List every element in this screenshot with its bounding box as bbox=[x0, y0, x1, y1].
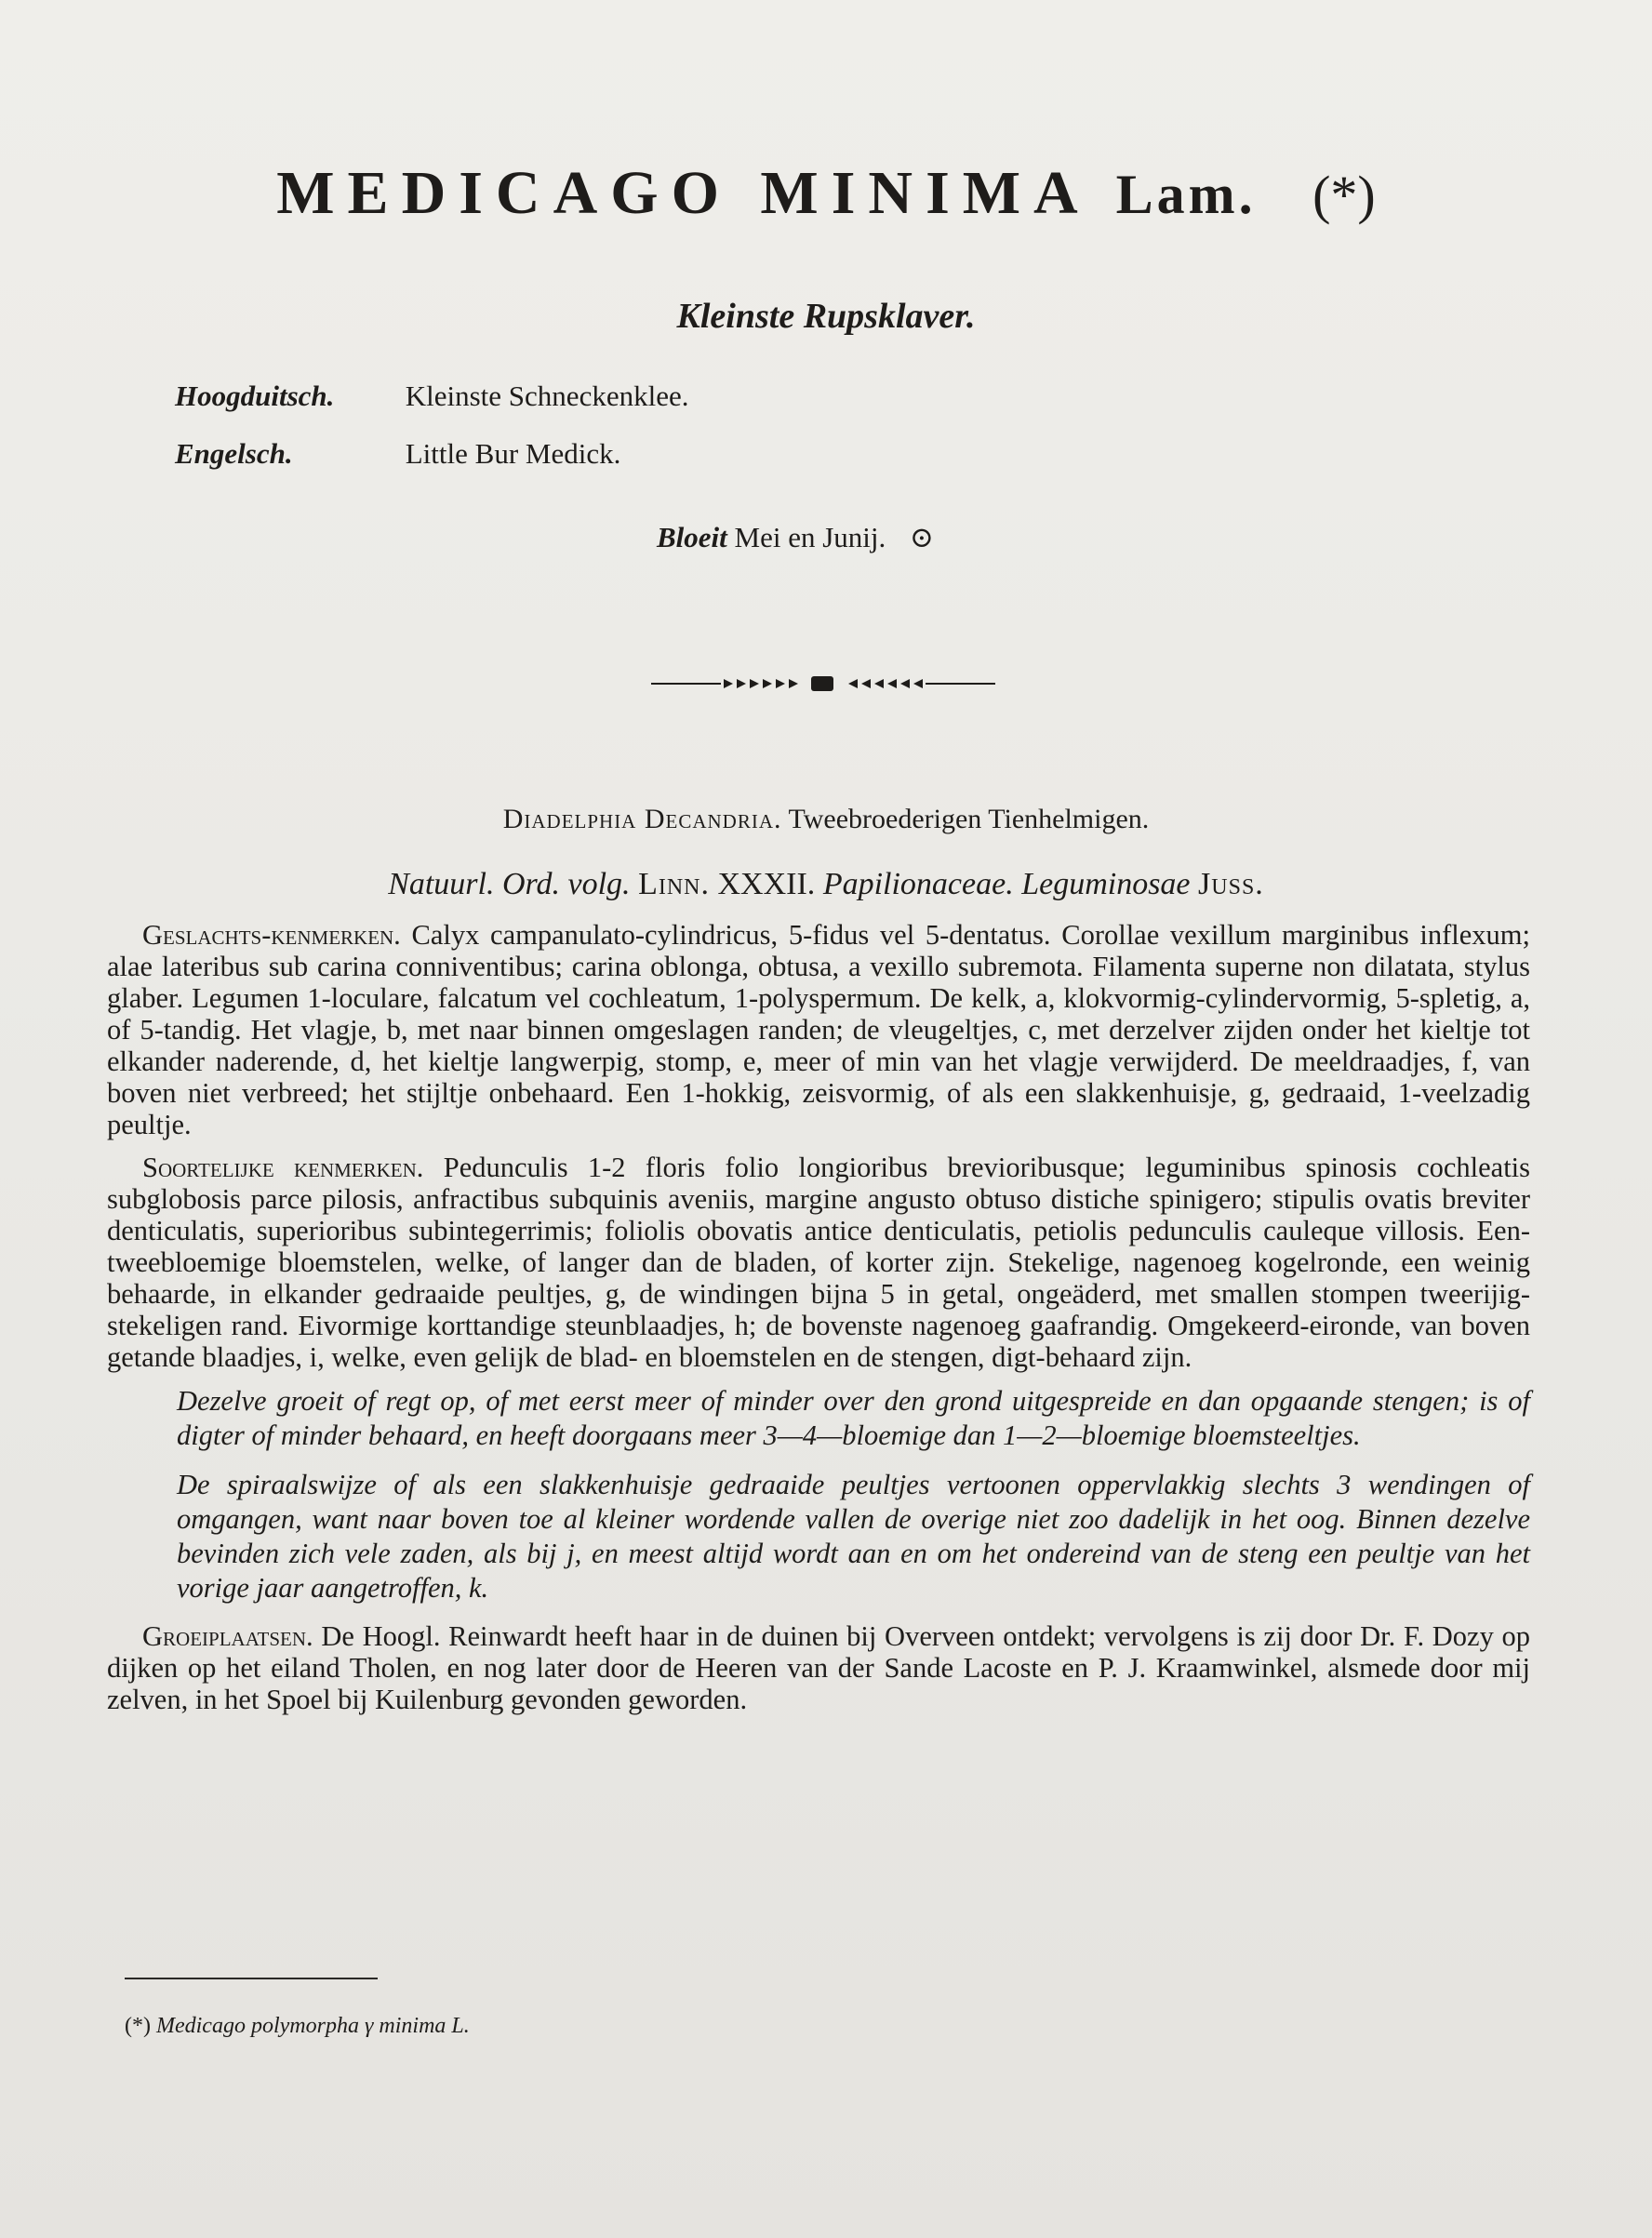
generic-characters bbox=[107, 919, 1530, 1140]
flowering-time bbox=[657, 521, 934, 554]
footnote-rule bbox=[125, 1978, 378, 1979]
flowering-months: Mei en Junij. bbox=[734, 521, 886, 553]
dutch-name: Kleinste Rupsklaver. bbox=[676, 297, 976, 336]
ornament-divider-icon bbox=[651, 670, 995, 698]
vernacular-name-row bbox=[175, 380, 688, 437]
annual-symbol-icon: ⊙ bbox=[910, 521, 935, 553]
description-body bbox=[107, 919, 1530, 1726]
section-text: Pedunculis 1-2 floris folio longioribus brevioribusque; leguminibus spinosis cochleatis subglobosis parce pilosis, anfractibus subquinis aveniis, margine angusto obtuso distiche spinigero; stipulis ovatis breviter denticulatis, superioribus subintegerrimis; foliolis obovatis antice denticulatis, petiolis pedunculis cauleque villosis. Een-tweebloemige bloemstelen, welke, of langer dan de bladen, of korter zijn. Stekelige, nagenoeg kogelronde, een weinig behaarde, in elkander gedraaide peultjes, g, de windingen bijna 5 in getal, ongeäderd, met smallen stompen tweerijig-stekeligen rand. Eivormige korttandige steunblaadjes, h; de bovenste nagenoeg gaafrandig. Omgekeerd-eironde, van boven getande blaadjes, i, welke, even gelijk de blad- en bloemstelen en de stengen, digt-behaard zijn. bbox=[107, 1152, 1531, 1373]
class-dutch: Tweebroederigen Tienhelmigen. bbox=[788, 804, 1150, 834]
jussieu-order: Leguminosae bbox=[1021, 867, 1191, 901]
order-name: Papilionaceae. bbox=[822, 867, 1014, 901]
vernacular-name: Little Bur Medick. bbox=[405, 437, 621, 470]
section-heading: Soortelijke kenmerken. bbox=[142, 1152, 424, 1183]
linnaeus-abbrev: Linn. bbox=[638, 867, 710, 901]
language-label: Engelsch. bbox=[175, 437, 293, 470]
footnote-mark: (*) bbox=[125, 2014, 151, 2038]
section-text: De Hoogl. Reinwardt heeft haar in de duinen bij Overveen ontdekt; vervolgens is zij door Dr. F. Dozy op dijken op het eiland Tholen, en nog later door de Heeren van der Sande Lacoste en P. J. Kraamwinkel, alsmede door mij zelven, in het Spoel bij Kuilenburg gevonden geworden. bbox=[107, 1620, 1531, 1715]
class-name: Diadelphia Decandria. bbox=[502, 804, 782, 834]
page-title bbox=[0, 158, 1652, 229]
linnaean-class bbox=[0, 804, 1652, 835]
habitat bbox=[107, 1620, 1530, 1715]
natural-order-label: Natuurl. Ord. volg. bbox=[388, 867, 631, 901]
species-author: Lam. bbox=[1115, 164, 1257, 225]
footnote bbox=[125, 2014, 470, 2039]
language-label: Hoogduitsch. bbox=[175, 380, 335, 412]
specific-characters bbox=[107, 1152, 1530, 1373]
species-name: MEDICAGO MINIMA bbox=[276, 159, 1088, 227]
vernacular-name-row bbox=[175, 437, 688, 495]
vernacular-names bbox=[175, 380, 688, 495]
section-heading: Groeiplaatsen. bbox=[142, 1620, 313, 1652]
footnote-text: Medicago polymorpha γ minima L. bbox=[155, 2014, 470, 2038]
order-number: XXXII. bbox=[717, 867, 816, 901]
jussieu-abbrev: Juss. bbox=[1198, 867, 1264, 901]
section-text: Calyx campanulato-cylindricus, 5-fidus vel 5-dentatus. Corollae vexillum marginibus inflexum; alae lateribus sub carina conniventibus; carina oblonga, obtusa, a vexillo subremota. Filamenta superne non dilatata, stylus glaber. Legumen 1-loculare, falcatum vel cochleatum, 1-polyspermum. De kelk, a, klokvormig-cylindervormig, 5-spletig, a, of 5-tandig. Het vlagje, b, met naar binnen omgeslagen randen; de vleugeltjes, c, met derzelver zijden onder het kieltje tot elkander naderende, d, het kieltje langwerpig, stomp, e, meer of min van het vlagje verwijderd. De meeldraadjes, f, van boven niet verbreed; het stijltje onbehaard. Een 1-hokkig, zeisvormig, of als een slakkenhuisje, g, gedraaid, 1-veelzadig peultje. bbox=[107, 919, 1530, 1140]
natural-order bbox=[0, 867, 1652, 902]
flowering-label: Bloeit bbox=[657, 521, 727, 553]
footnote-mark: (*) bbox=[1312, 165, 1376, 225]
observation-paragraph: De spiraalswijze of als een slakkenhuisje gedraaide peultjes vertoonen oppervlakkig slechts 3 wendingen of omgangen, want naar boven toe al kleiner wordende vallen de overige niet zoo dadelijk in het oog. Binnen dezelve bevinden zich vele zaden, als bij j, en meest altijd wordt aan en om het ondereind van de steng een peultje van het vorige jaar aangetroffen, k. bbox=[177, 1469, 1530, 1604]
observation-paragraph: Dezelve groeit of regt op, of met eerst meer of minder over den grond uitgespreide en dan opgaande stengen; is of digter of minder behaard, en heeft doorgaans meer 3—4—bloemige dan 1—2—bloemige bloemsteeltjes. bbox=[177, 1385, 1530, 1451]
vernacular-name: Kleinste Schneckenklee. bbox=[405, 380, 689, 412]
section-heading: Geslachts-kenmerken. bbox=[142, 919, 401, 951]
